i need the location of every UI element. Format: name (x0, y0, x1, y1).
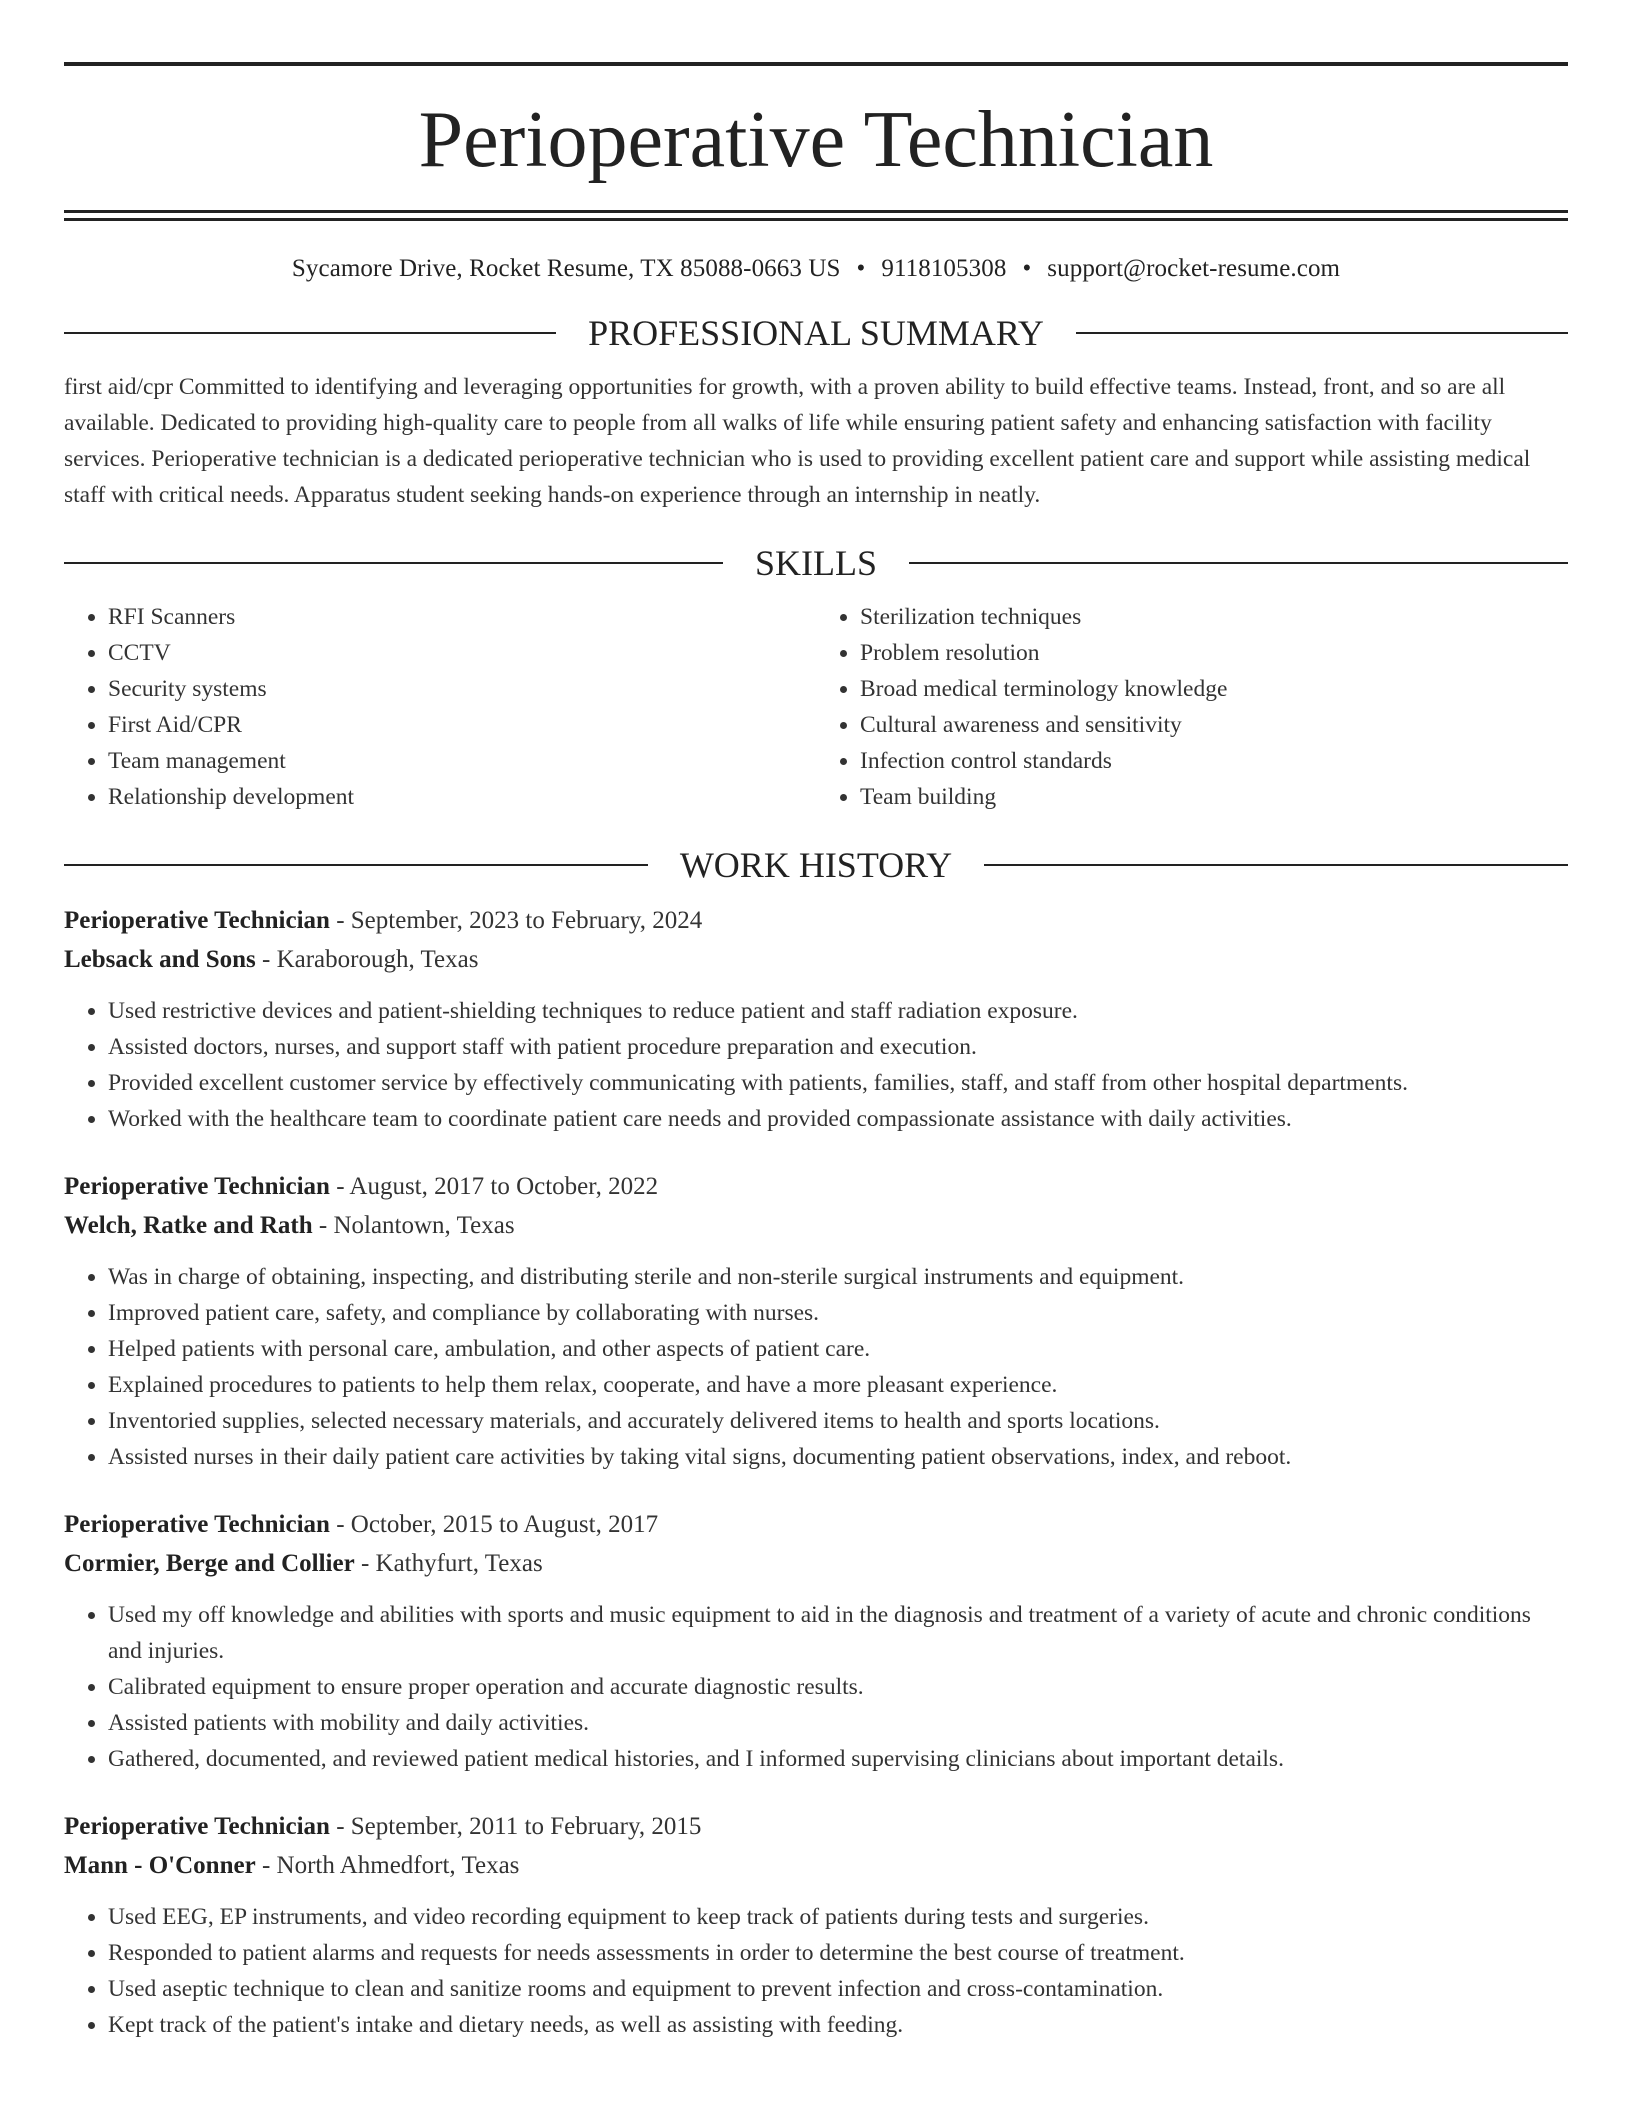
job-company: Mann - O'Conner (64, 1852, 256, 1879)
heading-rule-right (1076, 332, 1568, 334)
job-bullet: • Responded to patient alarms and requests for needs assessments in order to determine the best course of treatment. (108, 1935, 1568, 1971)
job-bullet: • Used EEG, EP instruments, and video recording equipment to keep track of patients during tests and surgeries. (108, 1899, 1568, 1935)
skill-item: • RFI Scanners (108, 599, 816, 635)
heading-rule-left (64, 332, 556, 334)
job-title: Perioperative Technician (64, 1813, 330, 1840)
job-bullets (64, 1597, 1568, 1777)
summary-section-heading (64, 315, 1568, 351)
skill-item: • Broad medical terminology knowledge (860, 671, 1568, 707)
job-bullets (64, 993, 1568, 1137)
skill-item: • Sterilization techniques (860, 599, 1568, 635)
skill-item: • Team management (108, 743, 816, 779)
job-bullet: • Calibrated equipment to ensure proper operation and accurate diagnostic results. (108, 1669, 1568, 1705)
job-dates: - August, 2017 to October, 2022 (329, 1173, 659, 1200)
work-heading: WORK HISTORY (679, 845, 953, 885)
job-bullet: • Used my off knowledge and abilities with sports and music equipment to aid in the diagnosis and treatment of a variety of acute and chronic conditions and injuries. (108, 1597, 1568, 1669)
heading-rule-right (909, 562, 1568, 564)
summary-text: first aid/cpr Committed to identifying and leveraging opportunities for growth, with a proven ability to build effective teams. Instead, front, and so are all available. Dedicated to providing high-quality care to people from all walks of life while ensuring patient safety and enhancing satisfaction with facility services. Perioperative technician is a dedicated perioperative technician who is used to providing excellent patient care and support while assisting medical staff with critical needs. Apparatus student seeking hands-on experience through an internship in neatly. (64, 374, 1531, 508)
job-bullet: • Provided excellent customer service by effectively communicating with patients, families, staff, and staff from other hospital departments. (108, 1065, 1568, 1101)
contact-separator: • (1022, 255, 1032, 282)
contact-phone: 9118105308 (881, 255, 1007, 282)
work-section-heading (64, 847, 1568, 883)
candidate-name: Perioperative Technician (418, 96, 1214, 184)
skill-item: • Team building (860, 779, 1568, 815)
skills-list (64, 599, 1568, 815)
job-bullet: • Explained procedures to patients to help them relax, cooperate, and have a more pleasant experience. (108, 1367, 1568, 1403)
skill-item: • Cultural awareness and sensitivity (860, 707, 1568, 743)
job-title-line (64, 1807, 1568, 1846)
job-location: - Kathyfurt, Texas (354, 1550, 543, 1577)
job-company-line (64, 1544, 1568, 1583)
job-bullets (64, 1259, 1568, 1475)
job-bullet: • Assisted nurses in their daily patient care activities by taking vital signs, documenting patient observations, index, and reboot. (108, 1439, 1568, 1475)
job-location: - Nolantown, Texas (312, 1212, 515, 1239)
job-dates: - September, 2011 to February, 2015 (329, 1813, 702, 1840)
job-bullet: • Helped patients with personal care, ambulation, and other aspects of patient care. (108, 1331, 1568, 1367)
name-double-rule (64, 210, 1568, 221)
skills-heading: SKILLS (755, 543, 878, 583)
job-bullet: • Used aseptic technique to clean and sanitize rooms and equipment to prevent infection and cross-contamination. (108, 1971, 1568, 2007)
summary-heading: PROFESSIONAL SUMMARY (588, 313, 1044, 353)
job-entry (64, 1167, 1568, 1475)
heading-rule-right (984, 864, 1568, 866)
job-company-line (64, 1206, 1568, 1245)
job-company-line (64, 1846, 1568, 1885)
job-company: Lebsack and Sons (64, 946, 256, 973)
job-bullet: • Inventoried supplies, selected necessary materials, and accurately delivered items to health and sports locations. (108, 1403, 1568, 1439)
job-bullet: • Assisted patients with mobility and daily activities. (108, 1705, 1568, 1741)
skill-item: • Problem resolution (860, 635, 1568, 671)
job-company: Cormier, Berge and Collier (64, 1550, 355, 1577)
job-bullet: • Assisted doctors, nurses, and support staff with patient procedure preparation and execution. (108, 1029, 1568, 1065)
contact-separator: • (856, 255, 866, 282)
job-bullet: • Used restrictive devices and patient-shielding techniques to reduce patient and staff radiation exposure. (108, 993, 1568, 1029)
job-title-line (64, 901, 1568, 940)
job-bullet: • Gathered, documented, and reviewed patient medical histories, and I informed supervising clinicians about important details. (108, 1741, 1568, 1777)
job-title: Perioperative Technician (64, 1511, 330, 1538)
contact-line (64, 255, 1568, 283)
job-entry (64, 1505, 1568, 1777)
skills-section-heading (64, 545, 1568, 581)
job-entry (64, 901, 1568, 1137)
heading-rule-left (64, 864, 648, 866)
skills-column-right (816, 599, 1568, 815)
job-bullet: • Was in charge of obtaining, inspecting, and distributing sterile and non-sterile surgical instruments and equipment. (108, 1259, 1568, 1295)
job-location: - Karaborough, Texas (255, 946, 479, 973)
job-company: Welch, Ratke and Rath (64, 1212, 313, 1239)
job-location: - North Ahmedfort, Texas (255, 1852, 520, 1879)
skill-item: • First Aid/CPR (108, 707, 816, 743)
job-dates: - September, 2023 to February, 2024 (329, 907, 703, 934)
job-bullet: • Kept track of the patient's intake and dietary needs, as well as assisting with feeding. (108, 2007, 1568, 2043)
heading-rule-left (64, 562, 723, 564)
job-bullet: • Improved patient care, safety, and compliance by collaborating with nurses. (108, 1295, 1568, 1331)
job-dates: - October, 2015 to August, 2017 (329, 1511, 659, 1538)
job-title: Perioperative Technician (64, 1173, 330, 1200)
job-bullets (64, 1899, 1568, 2043)
skills-column-left (64, 599, 816, 815)
job-title-line (64, 1167, 1568, 1206)
contact-address: Sycamore Drive, Rocket Resume, TX 85088-0663 US (291, 255, 841, 282)
skill-item: • Infection control standards (860, 743, 1568, 779)
skill-item: • Security systems (108, 671, 816, 707)
job-entry (64, 1807, 1568, 2043)
job-company-line (64, 940, 1568, 979)
top-rule (64, 62, 1568, 66)
skill-item: • Relationship development (108, 779, 816, 815)
job-bullet: • Worked with the healthcare team to coordinate patient care needs and provided compassionate assistance with daily activities. (108, 1101, 1568, 1137)
skill-item: • CCTV (108, 635, 816, 671)
contact-email: support@rocket-resume.com (1047, 255, 1341, 282)
job-title-line (64, 1505, 1568, 1544)
job-title: Perioperative Technician (64, 907, 330, 934)
